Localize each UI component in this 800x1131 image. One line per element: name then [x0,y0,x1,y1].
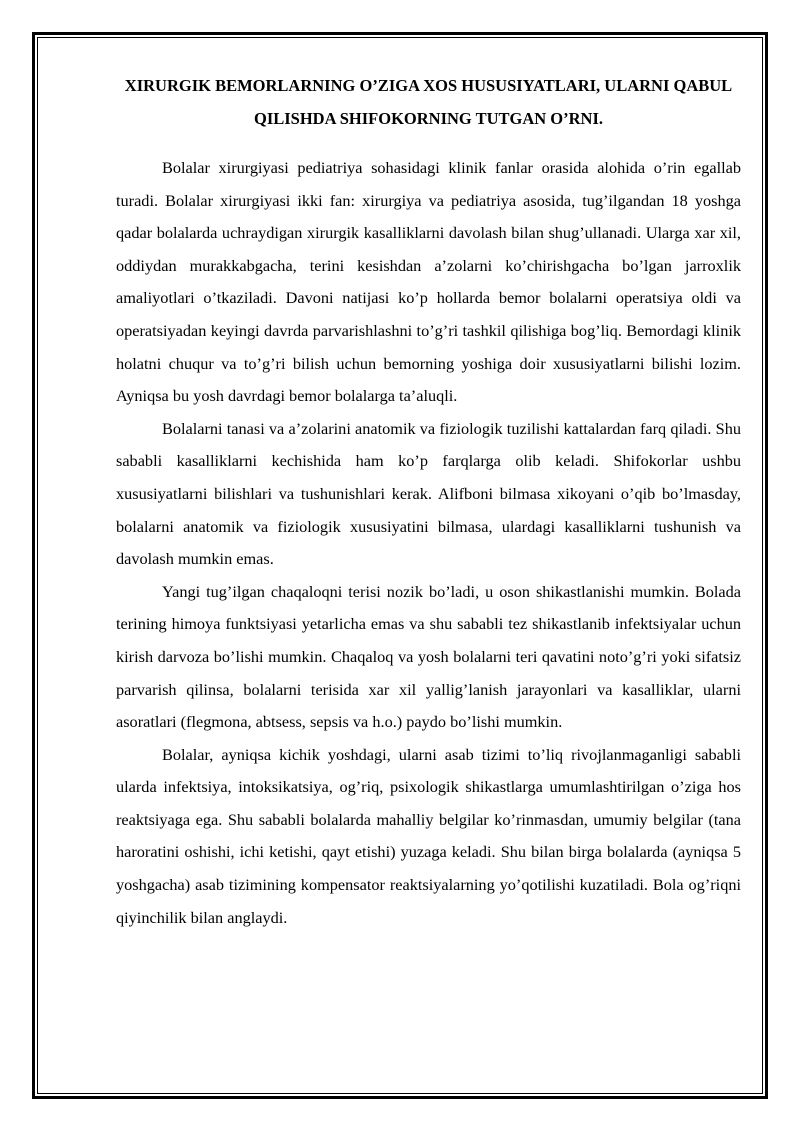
paragraph-2: Bolalarni tanasi va a’zolarini anatomik va fiziologik tuzilishi kattalardan farq qiladi. Shu sababli kasalliklarni kechishida ham ko’p farqlarga olib keladi. Shifokorlar ushbu xususiyatlarni bilishlari va tushunishlari kerak. Alifboni bilmasa xikoyani o’qib bo’lmasday, bolalarni anatomik va fiziologik xususiyatini bilmasa, ulardagi kasalliklarni tushunish va davolash mumkin emas. [116,418,741,569]
paragraph-1: Bolalar xirurgiyasi pediatriya sohasidagi klinik fanlar orasida alohida o’rin egallab turadi. Bolalar xirurgiyasi ikki fan: xirurgiya va pediatriya asosida, tug’ilgandan 18 yoshga qadar bolalarda uchraydigan xirurgik kasalliklarni davolash bilan shug’ullanadi. Ularga xar xil, oddiydan murakkabgacha, terini kesishdan a’zolarni ko’chirishgacha bo’lgan jarroxlik amaliyotlari o’tkaziladi. Davoni natijasi ko’p hollarda bemor bolalarni operatsiya oldi va operatsiyadan keyingi davrda parvarishlashni to’g’ri tashkil qilishiga bog’liq. Bemordagi klinik holatni chuqur va to’g’ri bilish uchun bemorning yoshiga doir xususiyatlarni bilishi lozim. Ayniqsa bu yosh davrdagi bemor bolalarga ta’aluqli. [116,158,741,406]
paragraph-3: Yangi tug’ilgan chaqaloqni terisi nozik bo’ladi, u oson shikastlanishi mumkin. Bolada terining himoya funktsiyasi yetarlicha emas va shu sababli tez shikastlanib infektsiyalar uchun kirish darvoza bo’lishi mumkin. Chaqaloq va yosh bolalarni teri qavatini noto’g’ri yoki sifatsiz parvarish qilinsa, bolalarni terisida xar xil yallig’lanish jarayonlari va kasalliklar, ularni asoratlari (flegmona, abtsess, sepsis va h.o.) paydo bo’lishi mumkin. [116,581,741,732]
document-title: XIRURGIK BEMORLARNING O’ZIGA XOS HUSUSIYATLARI, ULARNI QABUL QILISHDA SHIFOKORNING TUTGAN O’RNI. [124,76,733,128]
paragraph-4: Bolalar, ayniqsa kichik yoshdagi, ularni asab tizimi to’liq rivojlanmaganligi sababli ularda infektsiya, intoksikatsiya, og’riq, psixologik shikastlarga umumlashtirilgan o’ziga hos reaktsiyaga ega. Shu sababli bolalarda mahalliy belgilar ko’rinmasdan, umumiy belgilar (tana haroratini oshishi, ichi ketishi, qayt etishi) yuzaga keladi. Shu bilan birga bolalarda (ayniqsa 5 yoshgacha) asab tizimining kompensator reaktsiyalarning yo’qotilishi kuzatiladi. Bola og’riqni qiyinchilik bilan anglaydi. [116,744,741,927]
document-body [116,69,741,934]
